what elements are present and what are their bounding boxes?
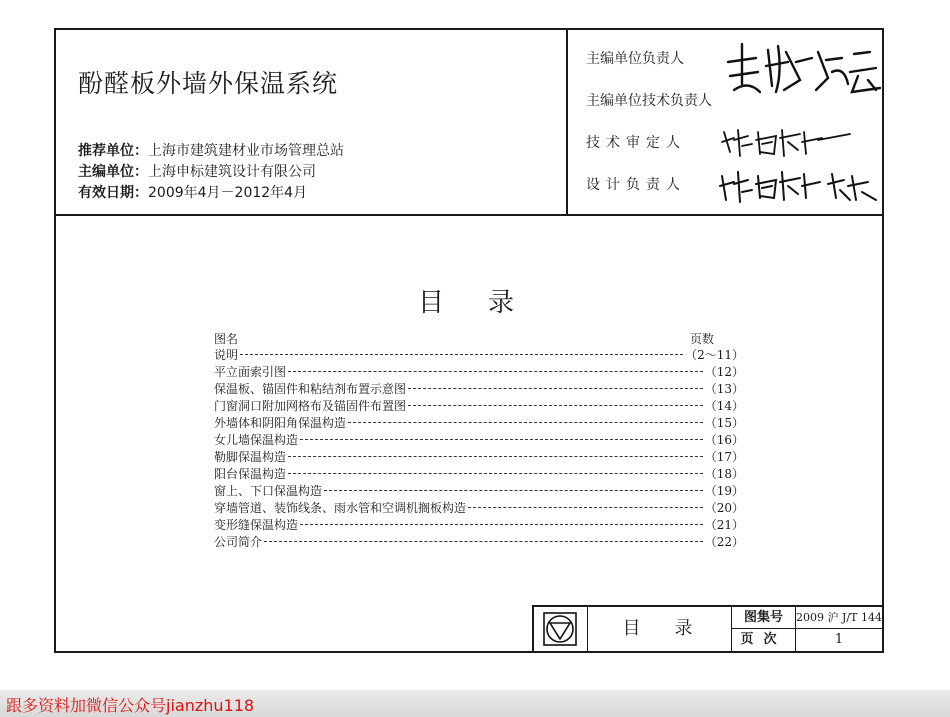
toc-item-page: （15）	[704, 416, 744, 430]
toc-column-name: 图名	[214, 332, 239, 346]
toc-item-title: 平立面索引图	[214, 365, 287, 379]
title-block-title: 目录	[588, 607, 732, 651]
toc-item-title: 穿墙管道、装饰线条、雨水管和空调机搁板构造	[214, 501, 467, 515]
signature-panel	[568, 30, 882, 216]
technical-reviewer-label: 技术审定人	[586, 135, 686, 151]
handwritten-signature-3	[716, 164, 886, 208]
toc-item[interactable]	[214, 465, 744, 482]
toc-item-page: （16）	[704, 433, 744, 447]
toc-item[interactable]	[214, 363, 744, 380]
editor-unit-label: 主编单位：	[78, 164, 148, 180]
watermark-text: 跟多资料加微信公众号jianzhu118	[6, 696, 255, 715]
chief-unit-head-label: 主编单位负责人	[586, 51, 684, 67]
editor-unit-value: 上海申标建筑设计有限公司	[148, 164, 316, 180]
toc-item[interactable]	[214, 414, 744, 431]
toc-heading: 目录	[418, 288, 559, 318]
toc-item[interactable]	[214, 346, 744, 363]
document-title: 酚醛板外墙外保温系统	[78, 69, 339, 98]
toc-item-page: （21）	[704, 518, 744, 532]
toc-item-page: （12）	[704, 365, 744, 379]
watermark-bar	[0, 690, 950, 717]
toc-leader	[348, 422, 703, 423]
drawing-frame	[54, 28, 884, 653]
editor-unit-row	[78, 161, 316, 181]
toc-item[interactable]	[214, 397, 744, 414]
toc-leader	[324, 490, 703, 491]
toc-item-title: 勒脚保温构造	[214, 450, 287, 464]
toc-item-page: （13）	[704, 382, 744, 396]
toc-leader	[468, 507, 703, 508]
toc-item[interactable]	[214, 516, 744, 533]
toc-leader	[408, 405, 703, 406]
toc-column-page: 页数	[690, 332, 715, 346]
toc-item-page: （22）	[704, 535, 744, 549]
toc-item-page: （20）	[704, 501, 744, 515]
toc-leader	[288, 371, 703, 372]
page-number-value: 1	[834, 632, 844, 647]
atlas-number-label: 图集号	[732, 607, 796, 629]
toc-item-title: 外墙体和阴阳角保温构造	[214, 416, 347, 430]
toc-item-page: （14）	[704, 399, 744, 413]
toc-item[interactable]	[214, 533, 744, 550]
valid-period-value: 2009年4月－2012年4月	[148, 185, 308, 201]
toc-leader	[408, 388, 703, 389]
toc-leader	[240, 354, 683, 355]
toc-item[interactable]	[214, 448, 744, 465]
toc-leader	[300, 439, 703, 440]
toc-leader	[300, 524, 703, 525]
toc-item[interactable]	[214, 431, 744, 448]
toc-leader	[288, 456, 703, 457]
toc-item-title: 窗上、下口保温构造	[214, 484, 323, 498]
toc-item-page: （2～11）	[685, 348, 744, 362]
recommending-unit-value: 上海市建筑建材业市场管理总站	[148, 143, 344, 159]
valid-period-label: 有效日期：	[78, 185, 148, 201]
toc-item-page: （19）	[704, 484, 744, 498]
toc-item[interactable]	[214, 499, 744, 516]
toc-item-title: 保温板、锚固件和粘结剂布置示意图	[214, 382, 407, 396]
toc-item-title: 公司简介	[214, 535, 263, 549]
recommending-unit-row	[78, 140, 344, 160]
handwritten-signature-1	[708, 32, 888, 100]
toc-leader	[288, 473, 703, 474]
toc-item[interactable]	[214, 482, 744, 499]
triangle-in-circle-logo-icon	[534, 607, 588, 651]
atlas-number-value: 2009 沪 J/T 144	[796, 607, 882, 629]
valid-period-row	[78, 182, 307, 202]
toc-leader	[264, 541, 703, 542]
toc-item-title: 说明	[214, 348, 239, 362]
toc-item-title: 阳台保温构造	[214, 467, 287, 481]
design-head-label: 设计负责人	[586, 177, 686, 193]
toc-item-title: 变形缝保温构造	[214, 518, 299, 532]
toc-item-title: 女儿墙保温构造	[214, 433, 299, 447]
toc-item-page: （17）	[704, 450, 744, 464]
recommending-unit-label: 推荐单位：	[78, 143, 148, 159]
page-label: 页次	[732, 629, 796, 651]
toc-item[interactable]	[214, 380, 744, 397]
toc-item-title: 门窗洞口附加网格布及锚固件布置图	[214, 399, 407, 413]
header-info-panel	[56, 30, 568, 216]
title-block	[532, 605, 882, 651]
toc-item-page: （18）	[704, 467, 744, 481]
chief-unit-tech-head-label: 主编单位技术负责人	[586, 93, 712, 109]
handwritten-signature-2	[718, 122, 858, 162]
